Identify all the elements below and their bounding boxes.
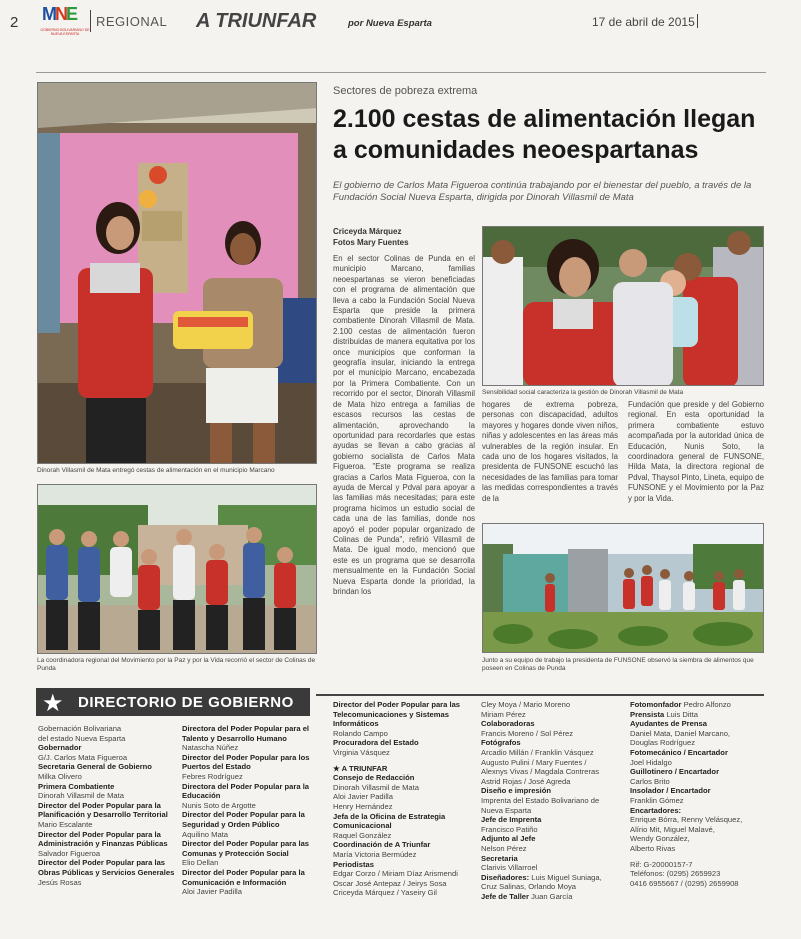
issue-date: 17 de abril de 2015 [592, 15, 695, 29]
directory-person: Dinorah Villasmil de Mata [38, 791, 124, 801]
directory-person: Oscar José Antepaz / Jeirys Sosa [333, 878, 447, 888]
article-body-1: En el sector Colinas de Punda en el municipio Marcano, familias neoespartanas se vieron beneficiadas con el programa de alimentación que lleva a cabo la Fundación Social Nueva Esparta que preside la primera combatiente Dinorah Villasmil de Mata. 2.100 cestas de alimentación fueron distribuidas de manera equitativa por los once municipios que conforman la geografía insular, iniciando la entrega por el municipio Marcano, encabezada por la Primera Combatiente. Con un recorrido por el sector, Dinorah Villasmil de Mata hizo entrega a familias de escasos recursos las cestas de alimentación, aprovechando la oportunidad para recordarles que estas ayudas se llevan a cabo gracias al gobierno socialista de Carlos Mata Figueroa. "Este programa se realiza gracias a Carlos Mata Figueroa, con la ayuda de Mercal y Pdval para apoyar a las familias más necesitadas; para este programa hicimos un estudio social de cada una de las familias, donde nos apoyó el poder popular organizado de Colinas de Punda", refirió Villasmil de Mata. De igual modo, mencionó que este es un programa que se desarrolla mensualmente en la Fundación Social Nueva Esparta donde la prioridad, la brindan los [333, 254, 475, 596]
directory-person: Nunis Soto de Argotte [182, 800, 256, 810]
directory-role: Director del Poder Popular para las Obras Públicas y Servicios Generales [38, 858, 175, 877]
directory-person: Carlos Brito [630, 776, 670, 786]
directory-role: Fotógrafos [481, 738, 521, 748]
directory-entry [630, 710, 766, 720]
directory-role: Jefe de Taller [481, 891, 532, 901]
directory-entry [630, 700, 766, 710]
directory-person: Aquilino Mata [182, 829, 229, 839]
directory-role: Guillotinero / Encartador [630, 767, 720, 777]
article-column-1 [333, 254, 475, 678]
directory-person: Rif: G-20000157-7 [630, 859, 693, 869]
directory-role: Director del Poder Popular para las Comunas y Protección Social [182, 839, 310, 858]
directory-person: Joel Hidalgo [630, 757, 672, 767]
directory-role: Prensista [630, 709, 667, 719]
directory-person: María Victoria Bermúdez [333, 849, 417, 859]
photo-baby [482, 226, 764, 386]
directory-person: Franklin Gómez [630, 795, 684, 805]
directory-column-4 [481, 700, 621, 901]
star-icon: ★ [42, 690, 64, 717]
directory-person: Elio Dellan [182, 858, 219, 868]
logo-subtext: GOBIERNO BOLIVARIANO DE NUEVA ESPARTA [40, 28, 90, 36]
photo-walk [37, 484, 317, 654]
article-body-3: Fundación que preside y del Gobierno regional. En esta oportunidad la primera combatiente estuvo acompañada por la autoridad única de Educación, Nunis Soto, la coordinadora general de FUNSONE, Hilda Mata, la directora regional de Pdval, Thaysol Pinto, Lineta, equipo de FUNSONE y el Movimiento por la Paz y por la Vida. [628, 400, 764, 503]
photo-walk-illustration [38, 485, 317, 654]
logo-icon: MNE [42, 4, 77, 24]
article-column-2 [482, 400, 618, 522]
photo-main [37, 82, 317, 464]
directory-person: Pedro Alfonzo [683, 700, 731, 709]
directory-role: Directora del Poder Popular para la Educación [182, 781, 310, 801]
directory-role: Periodistas [333, 859, 374, 869]
article-kicker: Sectores de pobreza extrema [333, 85, 478, 97]
directory-role: Secretaria [481, 853, 518, 863]
directory-role: Secretaria General de Gobierno [38, 762, 152, 772]
directory-person: Milka Olivero [38, 771, 82, 781]
directory-person: Teléfonos: (0295) 2659923 [630, 869, 721, 879]
brand-subtitle: por Nueva Esparta [348, 18, 432, 29]
directory-person: Rolando Campo [333, 728, 388, 738]
directory-person: Augusto Pulini / Mary Fuentes / [481, 757, 587, 767]
directory-role: Primera Combatiente [38, 781, 115, 791]
directory-entry [481, 873, 621, 883]
header-divider [90, 10, 91, 32]
directory-person: Luis Ditta [666, 709, 698, 719]
directory-role: Ayudantes de Prensa [630, 719, 707, 729]
directory-role: Jefa de la Oficina de Estrategia Comunicacional [333, 811, 446, 831]
directory-person: Clarivis Villarroel [481, 863, 538, 873]
directory-person: Astrid Rojas / José Agreda [481, 776, 571, 786]
directory-person: Cley Moya / Mario Moreno [481, 700, 571, 709]
brand-title: A TRIUNFAR [196, 10, 317, 32]
directory-person: Arcadio Millán / Franklin Vásquez [481, 747, 594, 757]
directory-role: ★ A TRIUNFAR [333, 763, 388, 773]
directory-role: Procuradora del Estado [333, 738, 419, 748]
directory-person: Aloi Javier Padilla [333, 792, 393, 802]
article-headline: 2.100 cestas de alimentación llegan a comunidades neoespartanas [333, 105, 756, 164]
directory-person: Henry Hernández [333, 801, 393, 811]
directory-person: Alexnys Vivas / Magdala Contreras [481, 767, 600, 777]
directory-person: Alberto Rivas [630, 843, 676, 853]
date-divider [697, 14, 698, 28]
directory-role: Director del Poder Popular para los Puertos del Estado [182, 752, 310, 772]
directory-role: Director del Poder Popular para la Seguridad y Orden Público [182, 810, 305, 829]
directory-column-3 [333, 700, 473, 898]
directory-person: Nelson Pérez [481, 843, 527, 853]
directory-column-5 [630, 700, 766, 888]
directory-person: Aloi Javier Padilla [182, 887, 242, 897]
section-label: REGIONAL [96, 14, 168, 29]
article-lead: El gobierno de Carlos Mata Figueroa continúa trabajando por el bienestar del pueblo, a través de la Fundación Social Nueva Esparta, dirigida por Dinorah Villasmil de Mata [333, 180, 752, 203]
photo-main-illustration [38, 83, 317, 464]
directory-person: Criceyda Márquez / Yaseiry Gil [333, 888, 437, 898]
directory-role: Colaboradoras [481, 719, 535, 729]
directory-person: Virginia Vásquez [333, 747, 390, 757]
directory-role: Directora del Poder Popular para el Talento y Desarrollo Humano [182, 724, 310, 743]
directory-role: Coordinación de A Triunfar [333, 840, 431, 850]
directory-person: Cruz Salinas, Orlando Moya [481, 882, 576, 892]
header-rule [36, 72, 766, 73]
directory-person: Gobernación Bolivariana [38, 724, 122, 733]
directory-role: Director del Poder Popular para las Telecomunicaciones y Sistemas Informáticos [333, 700, 461, 729]
directory-person: 0416 6955667 / (0295) 2659908 [630, 878, 739, 888]
directory-person: Douglas Rodríguez [630, 738, 696, 748]
directory-person: Francis Moreno / Sol Pérez [481, 728, 574, 738]
directory-role: Gobernador [38, 743, 82, 753]
directory-role: Diseño e impresión [481, 786, 552, 796]
directory-role: Director del Poder Popular para la Planificación y Desarrollo Territorial [38, 800, 168, 820]
directory-person: Raquel González [333, 830, 392, 840]
directory-column-1 [38, 724, 178, 887]
directory-role: Director del Poder Popular para la Comunicación e Información [182, 867, 305, 887]
directory-title: DIRECTORIO DE GOBIERNO [78, 694, 294, 711]
directory-role: Director del Poder Popular para la Administración y Finanzas Públicas [38, 829, 168, 849]
directory-role: Insolador / Encartador [630, 786, 711, 796]
photo-baby-illustration [483, 227, 764, 386]
directory-role: Jefe de Imprenta [481, 815, 542, 825]
directory-person: Alírio Mit, Miguel Malavé, [630, 824, 715, 834]
directory-person: Febres Rodríguez [182, 771, 243, 781]
directory-role: Diseñadores: [481, 872, 532, 882]
directory-role: Fotomonfador [630, 700, 684, 709]
article-column-3 [628, 400, 764, 522]
directory-person: Natascha Núñez [182, 743, 239, 753]
caption-photo-garden: Junto a su equipo de trabajo la presidenta de FUNSONE observó la siembra de alimentos que poseen en Colinas de Punda [482, 657, 754, 672]
directory-person: Jesús Rosas [38, 877, 82, 887]
directory-person: Juan García [531, 891, 573, 901]
directory-column-2 [182, 724, 318, 897]
caption-photo-main: Dinorah Villasmil de Mata entregó cestas de alimentación en el municipio Marcano [37, 467, 275, 474]
directory-person: Daniel Mata, Daniel Marcano, [630, 728, 731, 738]
directory-person: Francisco Patiño [481, 824, 538, 834]
directory-person: Imprenta del Estado Bolivariano de [481, 795, 600, 805]
directory-role: Adjunto al Jefe [481, 834, 536, 844]
directory-person: Mario Escalante [38, 819, 93, 829]
byline-photos: Fotos Mary Fuentes [333, 238, 409, 247]
directory-person: Luis Miguel Suniaga, [531, 872, 602, 882]
directory-entry [481, 892, 621, 902]
photo-garden [482, 523, 764, 653]
byline-author: Criceyda Márquez [333, 227, 402, 236]
directory-rule [316, 694, 764, 696]
directory-role: Encartadores: [630, 805, 682, 815]
directory-person: Edgar Corzo / Miriam Díaz Arismendi [333, 869, 458, 879]
directory-role: Consejo de Redacción [333, 773, 415, 783]
article-byline [333, 226, 409, 248]
directory-person: Dinorah Villasmil de Mata [333, 782, 419, 792]
directory-person: G/J. Carlos Mata Figueroa [38, 752, 128, 762]
caption-photo-walk: La coordinadora regional del Movimiento por la Paz y por la Vida recorrió el sector de Colinas de Punda [37, 657, 316, 672]
photo-garden-illustration [483, 524, 764, 653]
directory-person: del estado Nueva Esparta [38, 733, 126, 743]
article-body-2: hogares de extrema pobreza, personas con discapacidad, adultos mayores y hogares donde viven niños, niñas y adolescentes en las áreas más vulnerables de la región insular. En cada uno de los hogares visitados, la presidenta de FUNSONE escuchó las necesidades de las familias para tomar las medidas correspondientes a través de la [482, 400, 618, 503]
page-number: 2 [10, 14, 19, 31]
directory-header [36, 688, 310, 716]
directory-person: Enrique Bórra, Renny Velásquez, [630, 815, 743, 825]
directory-person: Salvador Figueroa [38, 848, 101, 858]
directory-role: Fotomecánico / Encartador [630, 747, 728, 757]
directory-person: Miriam Pérez [481, 709, 526, 719]
directory-person: Wendy González, [630, 834, 690, 844]
directory-person: Nueva Esparta [481, 805, 532, 815]
caption-photo-baby: Sensibilidad social caracteriza la gestión de Dinorah Villasmil de Mata [482, 389, 684, 396]
